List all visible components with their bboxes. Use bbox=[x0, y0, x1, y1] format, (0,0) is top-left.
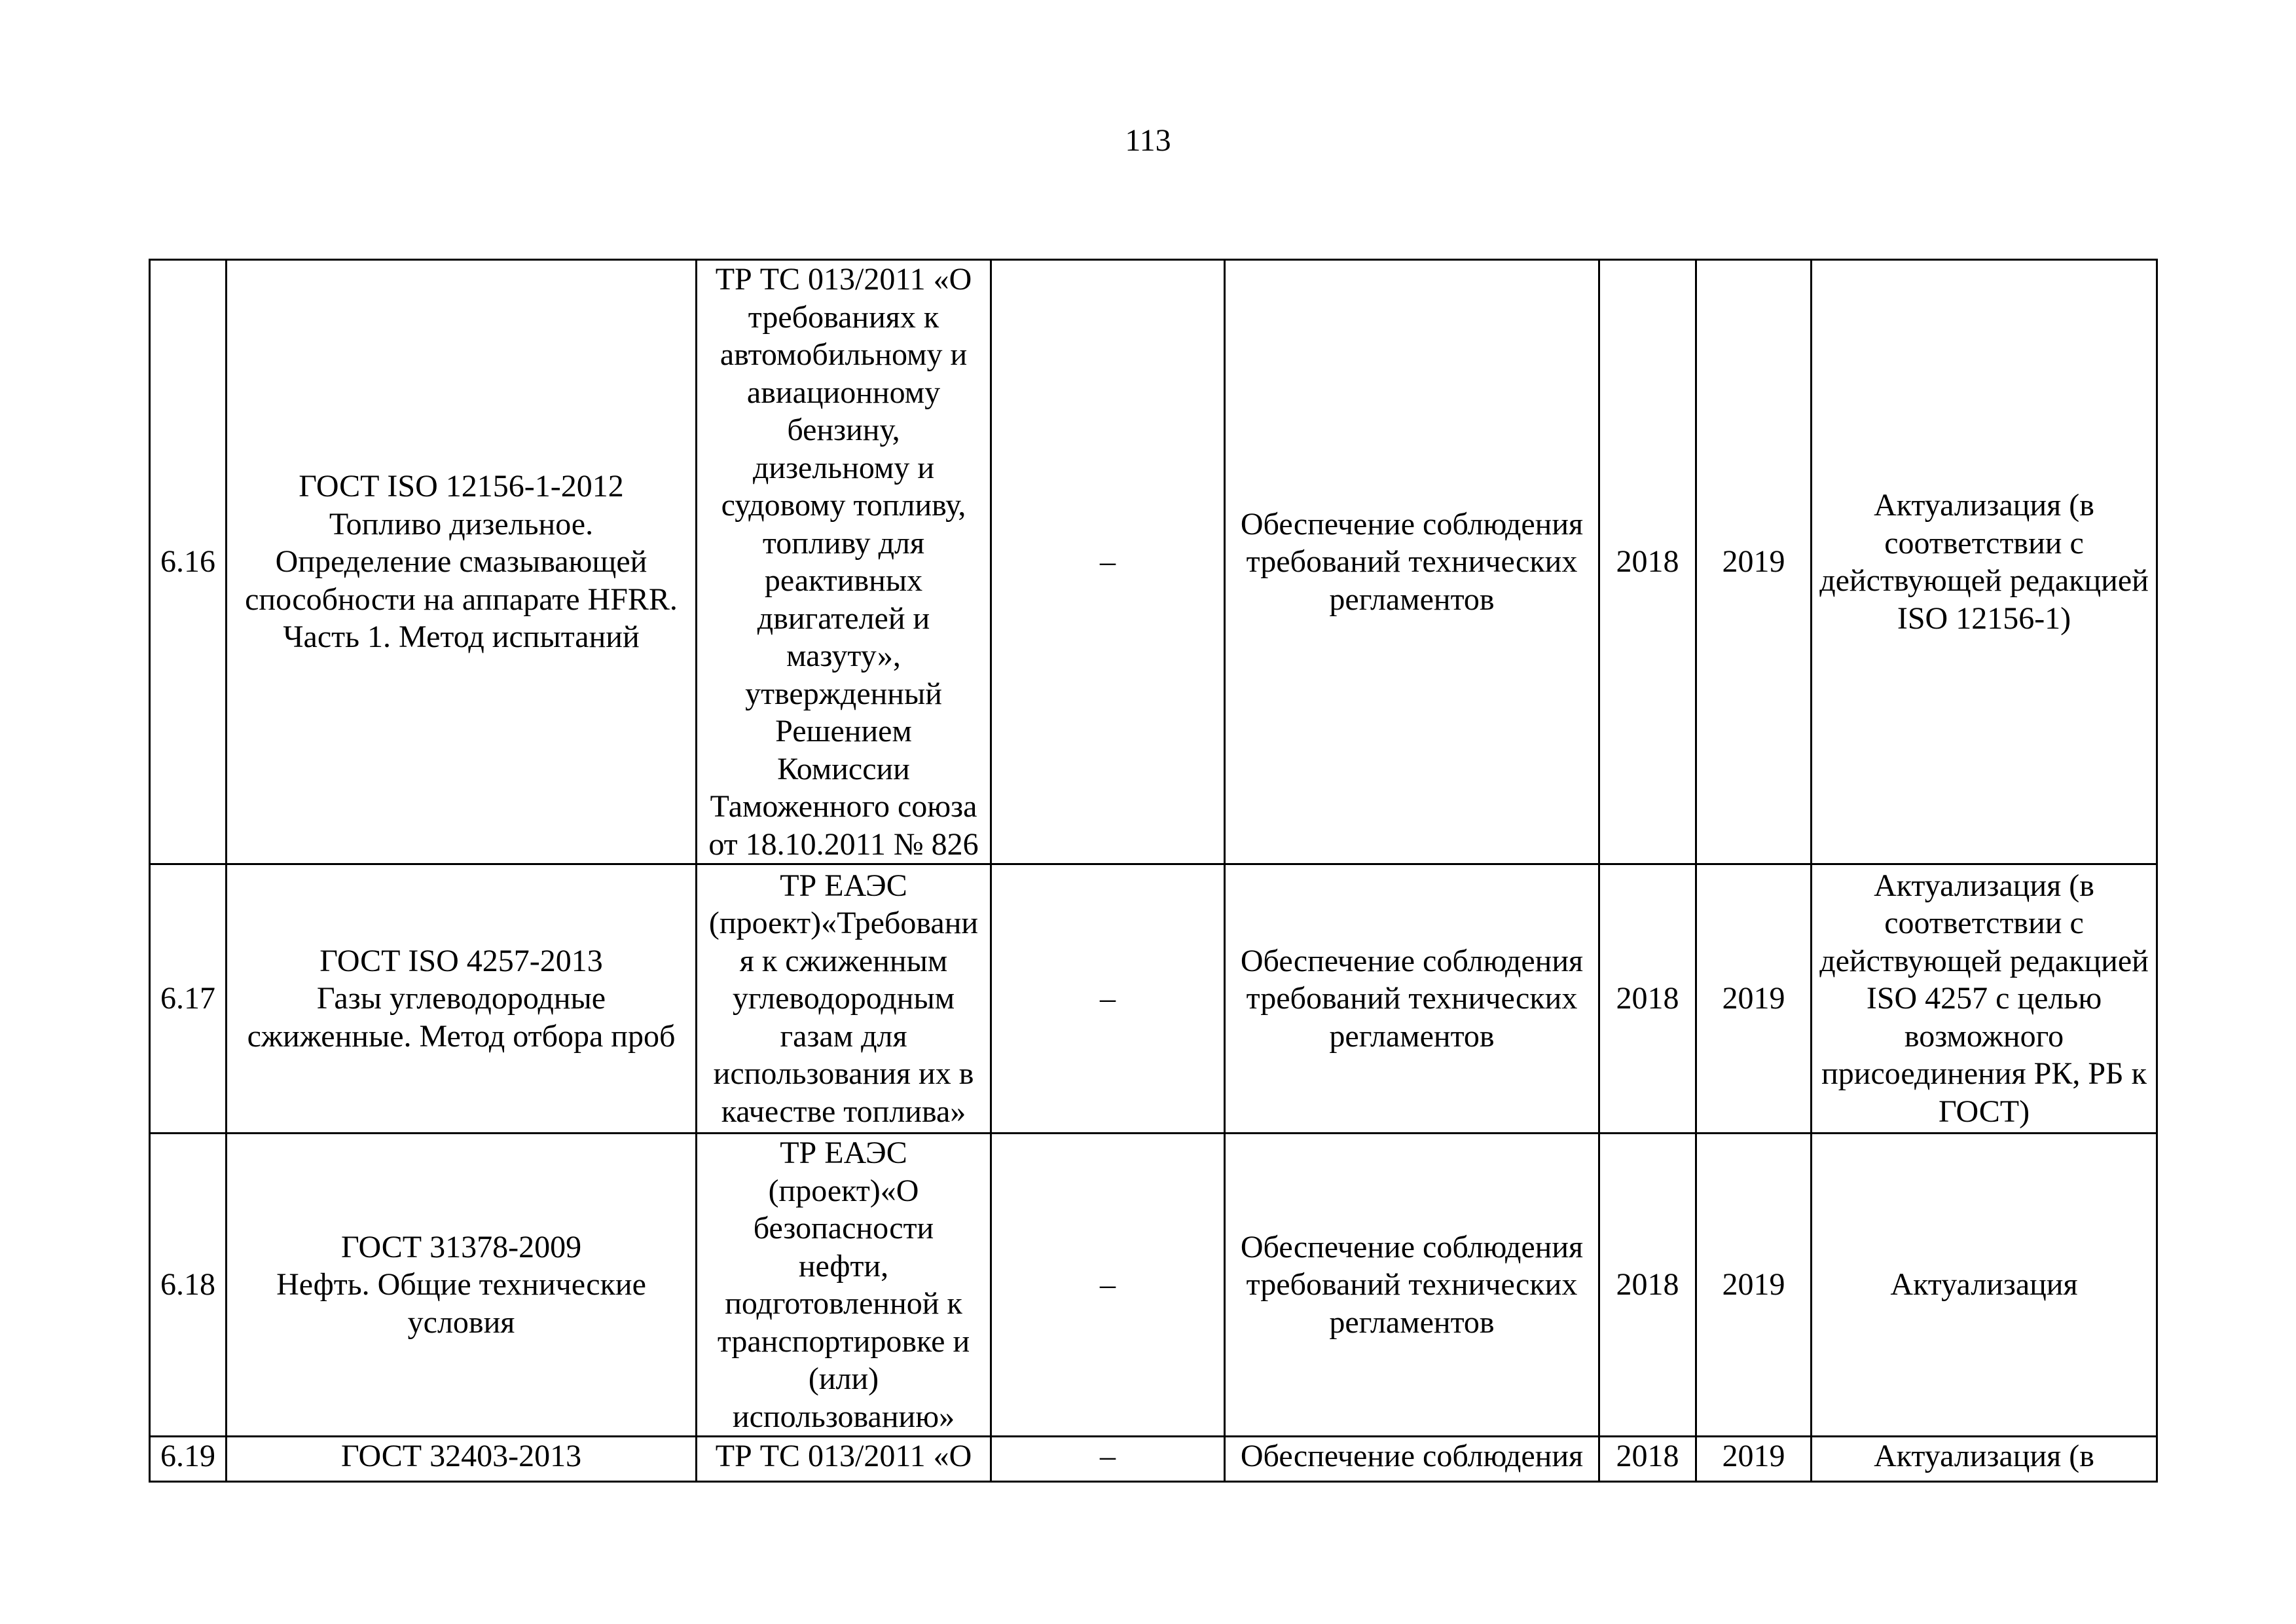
end-year-cell: 2019 bbox=[1696, 864, 1812, 1134]
note-cell: Актуализация bbox=[1812, 1134, 2157, 1437]
row-number: 6.19 bbox=[150, 1437, 227, 1482]
row-number: 6.16 bbox=[150, 260, 227, 864]
regulation-cell: ТР ТС 013/2011 «О требованиях к автомобильному и авиационному бензину, дизельному и судовому топливу, топливу для реактивных двигателей и мазуту», утвержденный Решением Комиссии Таможенного союза от 18.10.2011 № 826 bbox=[697, 260, 991, 864]
table-row bbox=[150, 1437, 2157, 1482]
end-year-cell: 2019 bbox=[1696, 260, 1812, 864]
dash-cell: – bbox=[991, 260, 1225, 864]
standard-cell: ГОСТ 32403-2013 bbox=[227, 1437, 697, 1482]
start-year-cell: 2018 bbox=[1599, 1134, 1696, 1437]
standard-cell: ГОСТ ISO 4257-2013 Газы углеводородные сжиженные. Метод отбора проб bbox=[227, 864, 697, 1134]
standards-table bbox=[149, 259, 2158, 1483]
purpose-cell: Обеспечение соблюдения требований технических регламентов bbox=[1225, 864, 1599, 1134]
dash-cell: – bbox=[991, 1437, 1225, 1482]
start-year-cell: 2018 bbox=[1599, 1437, 1696, 1482]
end-year-cell: 2019 bbox=[1696, 1437, 1812, 1482]
purpose-cell: Обеспечение соблюдения bbox=[1225, 1437, 1599, 1482]
dash-cell: – bbox=[991, 1134, 1225, 1437]
row-number: 6.17 bbox=[150, 864, 227, 1134]
table-row bbox=[150, 1134, 2157, 1437]
purpose-cell: Обеспечение соблюдения требований технических регламентов bbox=[1225, 260, 1599, 864]
dash-cell: – bbox=[991, 864, 1225, 1134]
standard-cell: ГОСТ 31378-2009 Нефть. Общие технические условия bbox=[227, 1134, 697, 1437]
end-year-cell: 2019 bbox=[1696, 1134, 1812, 1437]
table-row bbox=[150, 864, 2157, 1134]
regulation-cell: ТР ЕАЭС (проект)«О безопасности нефти, подготовленной к транспортировке и (или) использованию» bbox=[697, 1134, 991, 1437]
start-year-cell: 2018 bbox=[1599, 864, 1696, 1134]
row-number: 6.18 bbox=[150, 1134, 227, 1437]
purpose-cell: Обеспечение соблюдения требований технических регламентов bbox=[1225, 1134, 1599, 1437]
regulation-cell: ТР ТС 013/2011 «О bbox=[697, 1437, 991, 1482]
note-cell: Актуализация (в bbox=[1812, 1437, 2157, 1482]
page-number: 113 bbox=[1125, 123, 1171, 158]
standard-cell: ГОСТ ISO 12156-1-2012 Топливо дизельное. Определение смазывающей способности на аппарате HFRR. Часть 1. Метод испытаний bbox=[227, 260, 697, 864]
start-year-cell: 2018 bbox=[1599, 260, 1696, 864]
regulation-cell: ТР ЕАЭС (проект)«Требовани я к сжиженным углеводородным газам для использования их в качестве топлива» bbox=[697, 864, 991, 1134]
note-cell: Актуализация (в соответствии с действующей редакцией ISO 4257 с целью возможного присоединения РК, РБ к ГОСТ) bbox=[1812, 864, 2157, 1134]
note-cell: Актуализация (в соответствии с действующей редакцией ISO 12156-1) bbox=[1812, 260, 2157, 864]
table-row bbox=[150, 260, 2157, 864]
